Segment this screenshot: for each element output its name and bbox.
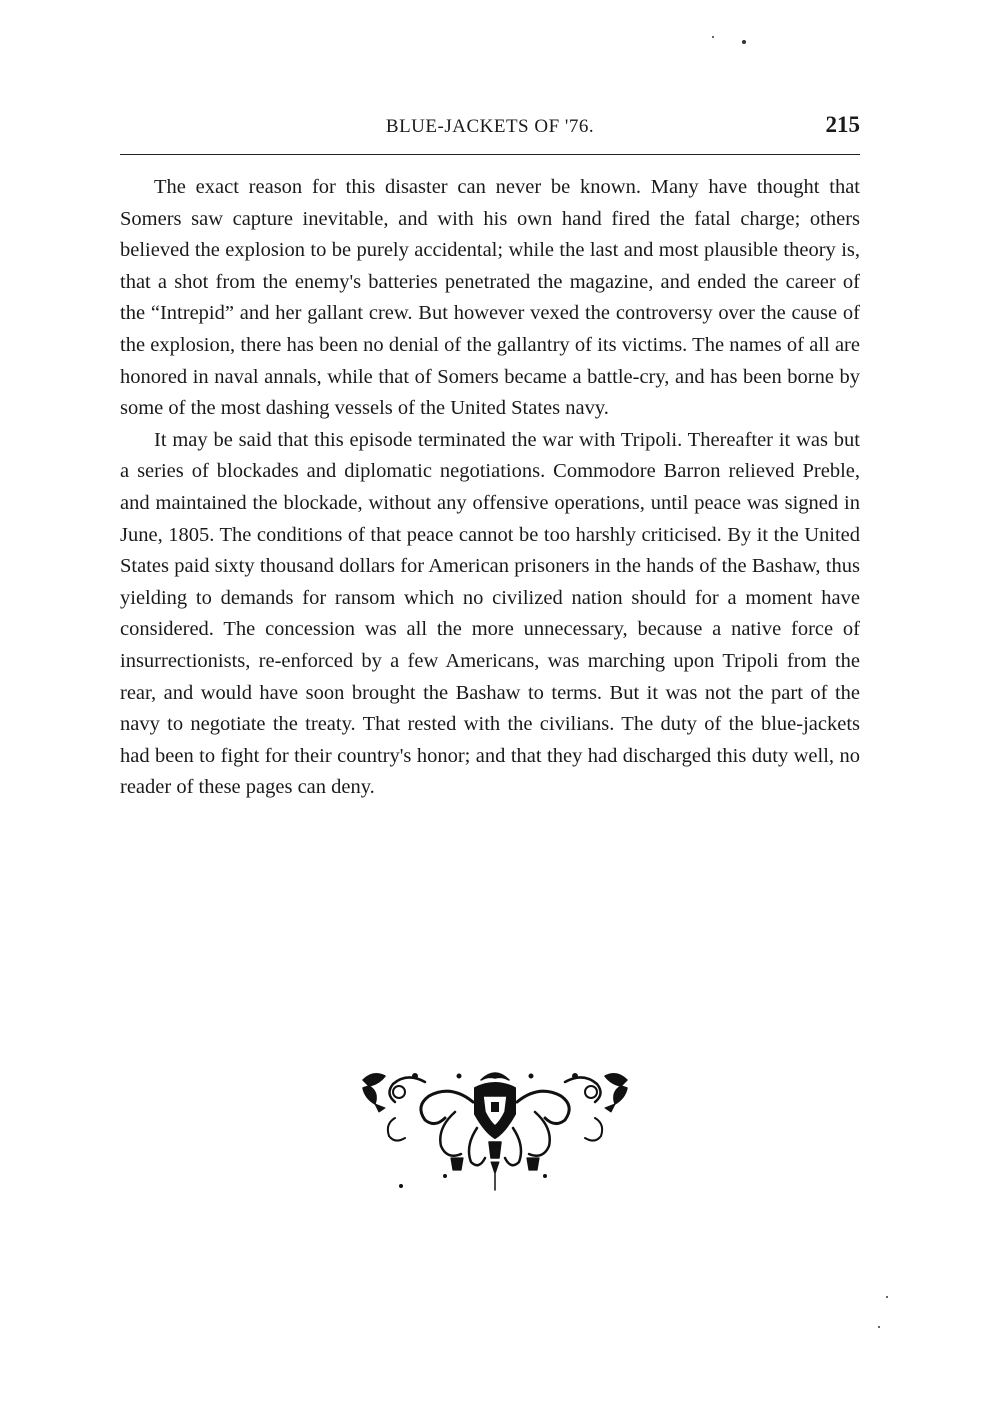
print-speck bbox=[742, 40, 746, 44]
print-speck bbox=[886, 1296, 888, 1298]
print-speck bbox=[878, 1326, 880, 1328]
paragraph: It may be said that this episode terminated the war with Tripoli. Thereafter it was but a series of blockades and diplomatic negotiations. Commodore Barron relieved Preble, and maintained the blockade, without any offensive operations, until peace was signed in June, 1805. The conditions of that peace cannot be too harshly criticised. By it the United States paid sixty thousand dollars for American prisoners in the hands of the Bashaw, thus yielding to demands for ransom which no civilized nation should for a moment have considered. The concession was all the more unnecessary, because a native force of insurrectionists, re-enforced by a few Americans, was marching upon Tripoli from the rear, and would have soon brought the Bashaw to terms. But it was not the part of the navy to negotiate the treaty. That rested with the civilians. The duty of the blue-jackets had been to fight for their country's honor; and that they had discharged this duty well, no reader of these pages can deny. bbox=[120, 428, 860, 799]
body-text bbox=[120, 172, 860, 804]
header-rule bbox=[120, 154, 860, 155]
decorative-tailpiece-ornament-icon bbox=[355, 1062, 635, 1198]
print-speck bbox=[712, 36, 714, 38]
running-head bbox=[120, 112, 860, 142]
page-number: 215 bbox=[825, 112, 860, 137]
running-title: BLUE-JACKETS OF '76. bbox=[385, 116, 595, 137]
paragraph: The exact reason for this disaster can never be known. Many have thought that Somers saw capture inevitable, and with his own hand fired the fatal charge; others believed the explosion to be purely accidental; while the last and most plausible theory is, that a shot from the enemy's batteries penetrated the magazine, and ended the career of the “Intrepid” and her gallant crew. But however vexed the controversy over the cause of the explosion, there has been no denial of the gallantry of its victims. The names of all are honored in naval annals, while that of Somers became a battle-cry, and has been borne by some of the most dashing vessels of the United States navy. bbox=[120, 176, 860, 420]
